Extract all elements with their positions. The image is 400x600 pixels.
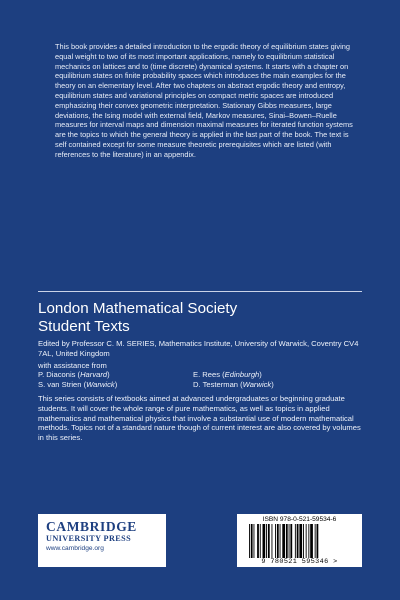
barcode-digits: 9 780521 595346 > <box>261 558 338 566</box>
assistant-editors <box>38 370 362 389</box>
barcode-bar <box>299 524 302 558</box>
barcode-bar <box>266 524 267 558</box>
series-description: This series consists of textbooks aimed at advanced undergraduates or beginning graduate students. It will cover the whole range of pure mathematics, as well as topics in applied mathematics and mathematical physics that involve a substantial use of modern mathematical methods. Topics not of a standard nature though of current interest are also covered by volumes in this series. <box>38 394 361 443</box>
barcode-bar <box>316 524 318 558</box>
barcode-bar <box>276 524 278 558</box>
assistant-item: D. Testerman (Warwick) <box>193 379 274 389</box>
series-title-line-2: Student Texts <box>38 318 130 335</box>
barcode-bar <box>285 524 287 558</box>
barcode-bar <box>267 524 269 558</box>
publisher-url: www.cambridge.org <box>46 545 104 552</box>
barcode-bar <box>275 524 276 558</box>
publisher-press: UNIVERSITY PRESS <box>46 534 132 543</box>
barcode-bar <box>314 524 315 558</box>
barcode-icon <box>245 524 355 558</box>
barcode-bar <box>271 524 272 558</box>
back-cover-blurb: This book provides a detailed introduction to the ergodic theory of equilibrium states giving equal weight to two of its most important applications, namely to equilibrium statistical mechanics on lattices and to (time discrete) dynamical systems. It starts with a chapter on equilibrium states on finite probability spaces which introduces the main examples for the theory on an elementary level. After two chapters on abstract ergodic theory and entropy, equilibrium states and variational principles on compact metric spaces are introduced emphasizing their convex geometric interpretation. Stationary Gibbs measures, large deviations, the Ising model with external field, Markov measures, Sinai–Bowen–Ruelle measures for interval maps and dimension maximal measures for iterated function systems are the topics to which the general theory is applied in the last part of the book. The text is self contained except for some measure theoretic prerequisites which are listed (with references to the literature) in an appendix. <box>55 42 353 159</box>
series-editor: Edited by Professor C. M. SERIES, Mathematics Institute, University of Warwick, Coventry CV4 7AL, United Kingdom <box>38 339 359 358</box>
series-title <box>38 300 362 336</box>
barcode-bar <box>294 524 295 558</box>
barcode-bar <box>279 524 280 558</box>
barcode-bar <box>308 524 309 558</box>
barcode-bar <box>305 524 306 558</box>
barcode-bar <box>296 524 298 558</box>
barcode-bar <box>250 524 252 558</box>
assistant-item: S. van Strien (Warwick) <box>38 379 118 389</box>
barcode-bar <box>259 524 260 558</box>
assistance-lead: with assistance from <box>38 361 107 370</box>
barcode-bar <box>288 524 289 558</box>
barcode-bar <box>262 524 265 558</box>
series-title-line-1: London Mathematical Society <box>38 300 238 317</box>
publisher-name: CAMBRIDGE <box>46 519 137 534</box>
barcode-bar <box>303 524 304 558</box>
isbn-label: ISBN 978-0-521-59534-6 <box>262 516 337 523</box>
barcode-bar <box>290 524 292 558</box>
barcode-bar <box>310 524 313 558</box>
barcode-bar <box>282 524 285 558</box>
assistant-item: P. Diaconis (Harvard) <box>38 370 110 379</box>
barcode-bar <box>253 524 254 558</box>
divider-rule <box>38 291 362 292</box>
barcode-bar <box>257 524 259 558</box>
assistant-item: E. Rees (Edinburgh) <box>193 370 262 379</box>
barcode-bar <box>249 524 250 558</box>
barcode-panel <box>237 514 362 567</box>
publisher-logo <box>38 514 166 567</box>
